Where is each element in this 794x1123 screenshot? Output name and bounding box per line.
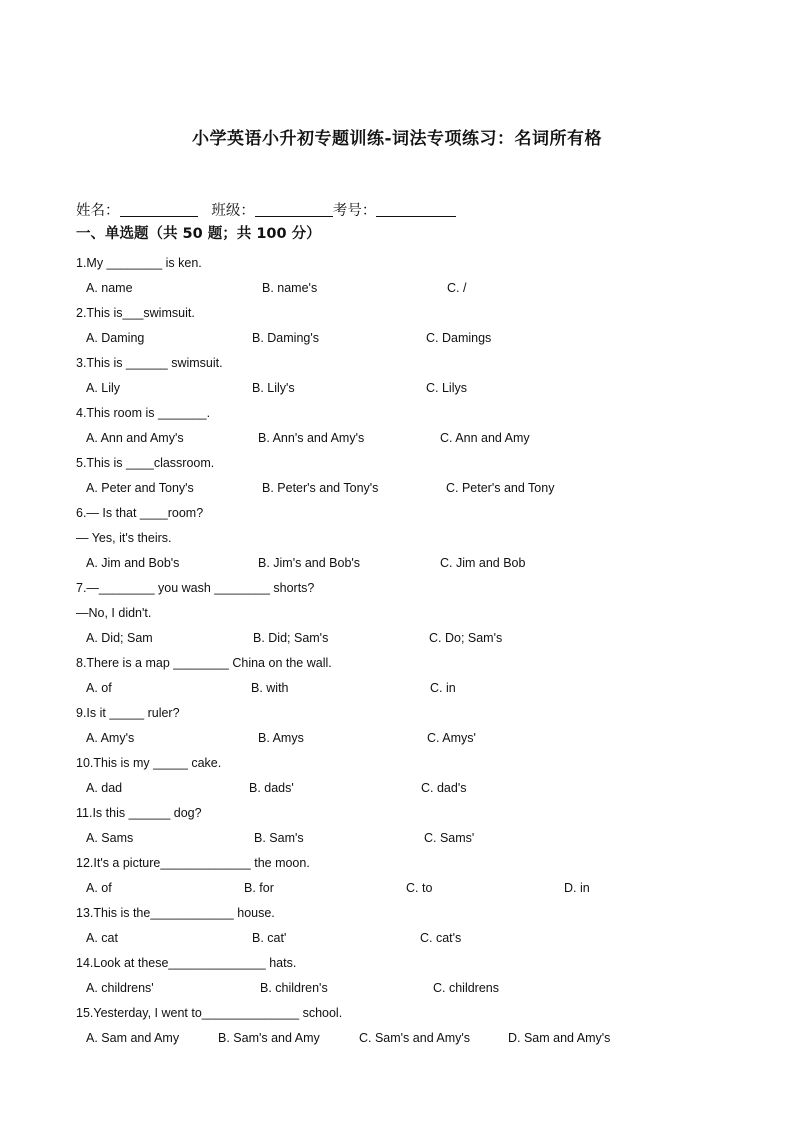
answer-option[interactable]: C. Damings bbox=[426, 331, 492, 345]
answer-option[interactable]: B. Lily's bbox=[252, 381, 295, 395]
question-dialogue-line: —No, I didn't. bbox=[76, 606, 152, 620]
section-heading: 一、单选题（共 50 题；共 100 分） bbox=[76, 226, 321, 242]
answer-option[interactable]: B. with bbox=[251, 681, 289, 695]
answer-option[interactable]: A. Sams bbox=[86, 831, 134, 845]
answer-option[interactable]: C. / bbox=[447, 281, 467, 295]
name-label: 姓名： bbox=[76, 203, 120, 219]
class-blank[interactable] bbox=[255, 201, 333, 217]
name-blank[interactable] bbox=[120, 201, 198, 217]
answer-option[interactable]: C. cat's bbox=[420, 931, 462, 945]
question-stem: 10.This is my _____ cake. bbox=[76, 756, 222, 770]
answer-option[interactable]: D. in bbox=[564, 881, 590, 895]
answer-option[interactable]: B. children's bbox=[260, 981, 328, 995]
student-info-row bbox=[76, 199, 456, 220]
answer-option[interactable]: A. cat bbox=[86, 931, 118, 945]
worksheet-title: 小学英语小升初专题训练-词法专项练习：名词所有格 bbox=[191, 129, 603, 149]
question-stem: 3.This is ______ swimsuit. bbox=[76, 356, 223, 370]
answer-option[interactable]: C. to bbox=[406, 881, 433, 895]
answer-option[interactable]: C. Amys' bbox=[427, 731, 476, 745]
number-label: 考号： bbox=[332, 203, 377, 219]
answer-option[interactable]: C. childrens bbox=[433, 981, 499, 995]
answer-option[interactable]: C. Sams' bbox=[424, 831, 475, 845]
question-stem: 11.Is this ______ dog? bbox=[76, 806, 202, 820]
answer-option[interactable]: A. childrens' bbox=[86, 981, 154, 995]
answer-option[interactable]: B. name's bbox=[262, 281, 318, 295]
answer-option[interactable]: C. Lilys bbox=[426, 381, 467, 395]
answer-option[interactable]: C. dad's bbox=[421, 781, 467, 795]
answer-option[interactable]: B. Sam's and Amy bbox=[218, 1031, 320, 1045]
answer-option[interactable]: A. Amy's bbox=[86, 731, 135, 745]
answer-option[interactable]: B. Sam's bbox=[254, 831, 304, 845]
answer-option[interactable]: A. Daming bbox=[86, 331, 145, 345]
number-blank[interactable] bbox=[376, 201, 456, 217]
answer-option[interactable]: A. of bbox=[86, 681, 112, 695]
answer-option[interactable]: D. Sam and Amy's bbox=[508, 1031, 611, 1045]
question-stem: 15.Yesterday, I went to______________ school. bbox=[76, 1006, 343, 1020]
question-stem: 13.This is the____________ house. bbox=[76, 906, 275, 920]
answer-option[interactable]: B. cat' bbox=[252, 931, 287, 945]
answer-option[interactable]: A. name bbox=[86, 281, 133, 295]
answer-option[interactable]: A. dad bbox=[86, 781, 123, 795]
question-stem: 14.Look at these______________ hats. bbox=[76, 956, 297, 970]
answer-option[interactable]: B. Did; Sam's bbox=[253, 631, 329, 645]
answer-option[interactable]: A. Peter and Tony's bbox=[86, 481, 194, 495]
question-stem: 12.It's a picture_____________ the moon. bbox=[76, 856, 310, 870]
question-stem: 9.Is it _____ ruler? bbox=[76, 706, 180, 720]
question-stem: 8.There is a map ________ China on the wall. bbox=[76, 656, 332, 670]
answer-option[interactable]: B. Jim's and Bob's bbox=[258, 556, 361, 570]
answer-option[interactable]: C. in bbox=[430, 681, 456, 695]
answer-option[interactable]: A. Did; Sam bbox=[86, 631, 153, 645]
question-stem: 2.This is___swimsuit. bbox=[76, 306, 195, 320]
question-stem: 7.—________ you wash ________ shorts? bbox=[76, 581, 315, 595]
question-stem: 1.My ________ is ken. bbox=[76, 256, 202, 270]
answer-option[interactable]: B. Daming's bbox=[252, 331, 319, 345]
answer-option[interactable]: A. Jim and Bob's bbox=[86, 556, 180, 570]
answer-option[interactable]: A. Ann and Amy's bbox=[86, 431, 184, 445]
answer-option[interactable]: A. Sam and Amy bbox=[86, 1031, 180, 1045]
answer-option[interactable]: B. dads' bbox=[249, 781, 294, 795]
question-dialogue-line: — Yes, it's theirs. bbox=[76, 531, 172, 545]
answer-option[interactable]: C. Jim and Bob bbox=[440, 556, 526, 570]
answer-option[interactable]: B. Amys bbox=[258, 731, 304, 745]
answer-option[interactable]: B. Peter's and Tony's bbox=[262, 481, 379, 495]
question-stem: 4.This room is _______. bbox=[76, 406, 211, 420]
question-stem: 5.This is ____classroom. bbox=[76, 456, 215, 470]
answer-option[interactable]: B. for bbox=[244, 881, 274, 895]
answer-option[interactable]: A. of bbox=[86, 881, 112, 895]
answer-option[interactable]: C. Sam's and Amy's bbox=[359, 1031, 471, 1045]
answer-option[interactable]: A. Lily bbox=[86, 381, 121, 395]
answer-option[interactable]: B. Ann's and Amy's bbox=[258, 431, 365, 445]
answer-option[interactable]: C. Ann and Amy bbox=[440, 431, 530, 445]
answer-option[interactable]: C. Do; Sam's bbox=[429, 631, 503, 645]
question-stem: 6.— Is that ____room? bbox=[76, 506, 204, 520]
answer-option[interactable]: C. Peter's and Tony bbox=[446, 481, 555, 495]
class-label: 班级： bbox=[211, 203, 255, 219]
